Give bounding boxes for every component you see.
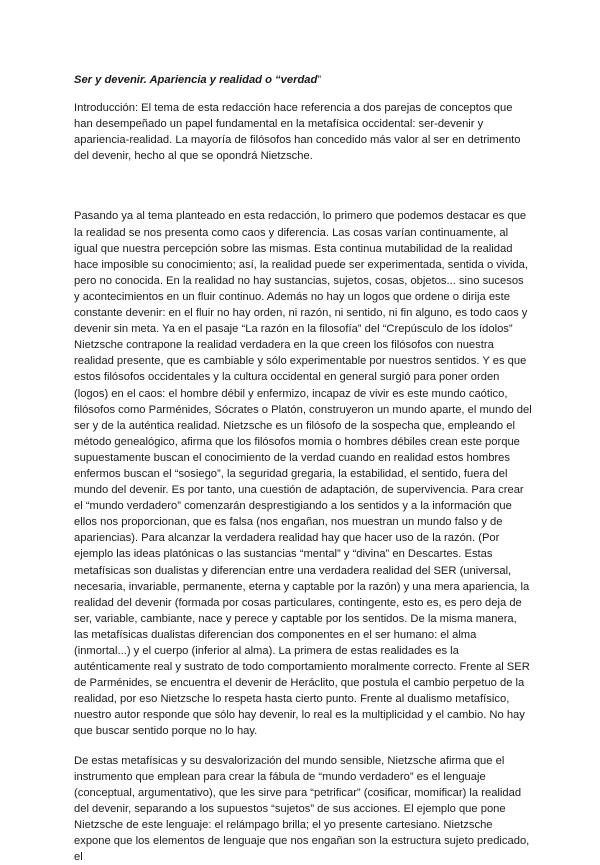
title-main: Ser y devenir. Apariencia y realidad o “verdad [74, 74, 318, 86]
body-paragraph: De estas metafísicas y su desvalorización del mundo sensible, Nietzsche afirma que el instrumento que emplean para crear la fábula de “mundo verdadero” es el lenguaje (conceptual, argumentativo), que les sirve para “petrificar” (cosificar, momificar) la realidad del devenir, separando a los supuestos “sujetos” de sus acciones. El ejemplo que pone Nietzsche de este lenguaje: el relámpago brilla; el yo presente cartesiano. Nietzsche expone que los elementos de lenguaje que nos engañan son la estructura sujeto predicado, el [74, 754, 530, 864]
document-page [74, 72, 532, 865]
document-title [74, 72, 532, 88]
body-paragraph: Pasando ya al tema planteado en esta redacción, lo primero que podemos destacar es que la realidad se nos presenta como caos y diferencia. Las cosas varían continuamente, al igual que nuestra percepción sobre las mismas. Esta continua mutabilidad de la realidad hace imposible su conocimiento; así, la realidad puede ser experimentada, sentida o vivida, pero no conocida. En la realidad no hay sustancias, sujetos, cosas, objetos... sino sucesos y acontecimientos en un fluir continuo. Además no hay un logos que ordene o dirija este constante devenir: en el fluir no hay orden, ni razón, ni sentido, ni fin alguno, es todo caos y devenir sin meta. Ya en el pasaje “La razón en la filosofía” del “Crepúsculo de los ídolos” Nietzsche contrapone la realidad verdadera en la que creen los filósofos con nuestra realidad presente, que es cambiable y sólo experimentable por nuestros sentidos. Y es que estos filósofos occidentales y la cultura occidental en general surgió para poner orden (logos) en el caos: el hombre débil y enfermizo, incapaz de vivir es este mundo caótico, filósofos como Parménides, Sócrates o Platón, construyeron un mundo aparte, el mundo del ser y de la auténtica realidad. Nietzsche es un filósofo de la sospecha que, empleando el método genealógico, afirma que los filósofos momia o hombres débiles crean este porque supuestamente buscan el conocimiento de la verdad cuando en realidad estos hombres enfermos buscan el “sosiego”, la seguridad gregaria, la estabilidad, el sentido, fuera del mundo del devenir. Es por tanto, una cuestión de adaptación, de supervivencia. Para crear el “mundo verdadero” comenzarán desprestigiando a los sentidos y a la información que ellos nos proporcionan, que es falsa (nos engañan, nos muestran un mundo falso y de apariencias). Para alcanzar la verdadera realidad hay que hacer uso de la razón. (Por ejemplo las ideas platónicas o las sustancias “mental” y “divina” en Descartes. Estas metafísicas son dualistas y diferencian entre una verdadera realidad del SER (universal, necesaria, invariable, permanente, eterna y captable por la razón) y una mera apariencia, la realidad del devenir (formada por cosas particulares, contingente, esto es, es pero deja de ser, variable, cambiante, nace y perece y captable por los sentidos. De la misma manera, las metafísicas dualistas diferencian dos componentes en el ser humano: el alma (inmortal...) y el cuerpo (inferior al alma). La primera de estas realidades es la auténticamente real y sustrato de todo comportamiento moralmente correcto. Frente al SER de Parménides, se encuentra el devenir de Heráclito, que postula el cambio perpetuo de la realidad, por eso Nietzsche lo respeta hasta cierto punto. Frente al dualismo metafísico, nuestro autor responde que sólo hay devenir, lo real es la multiplicidad y el cambio. No hay que buscar sentido porque no lo hay. [74, 210, 532, 738]
intro-paragraph: Introducción: El tema de esta redacción hace referencia a dos parejas de conceptos que han desempeñado un papel fundamental en la metafísica occidental: ser-devenir y apariencia-realidad. La mayoría de filósofos han concedido más valor al ser en detrimento del devenir, hecho al que se opondrá Nietzsche. [74, 102, 521, 163]
title-closing-quote: ” [317, 74, 322, 86]
